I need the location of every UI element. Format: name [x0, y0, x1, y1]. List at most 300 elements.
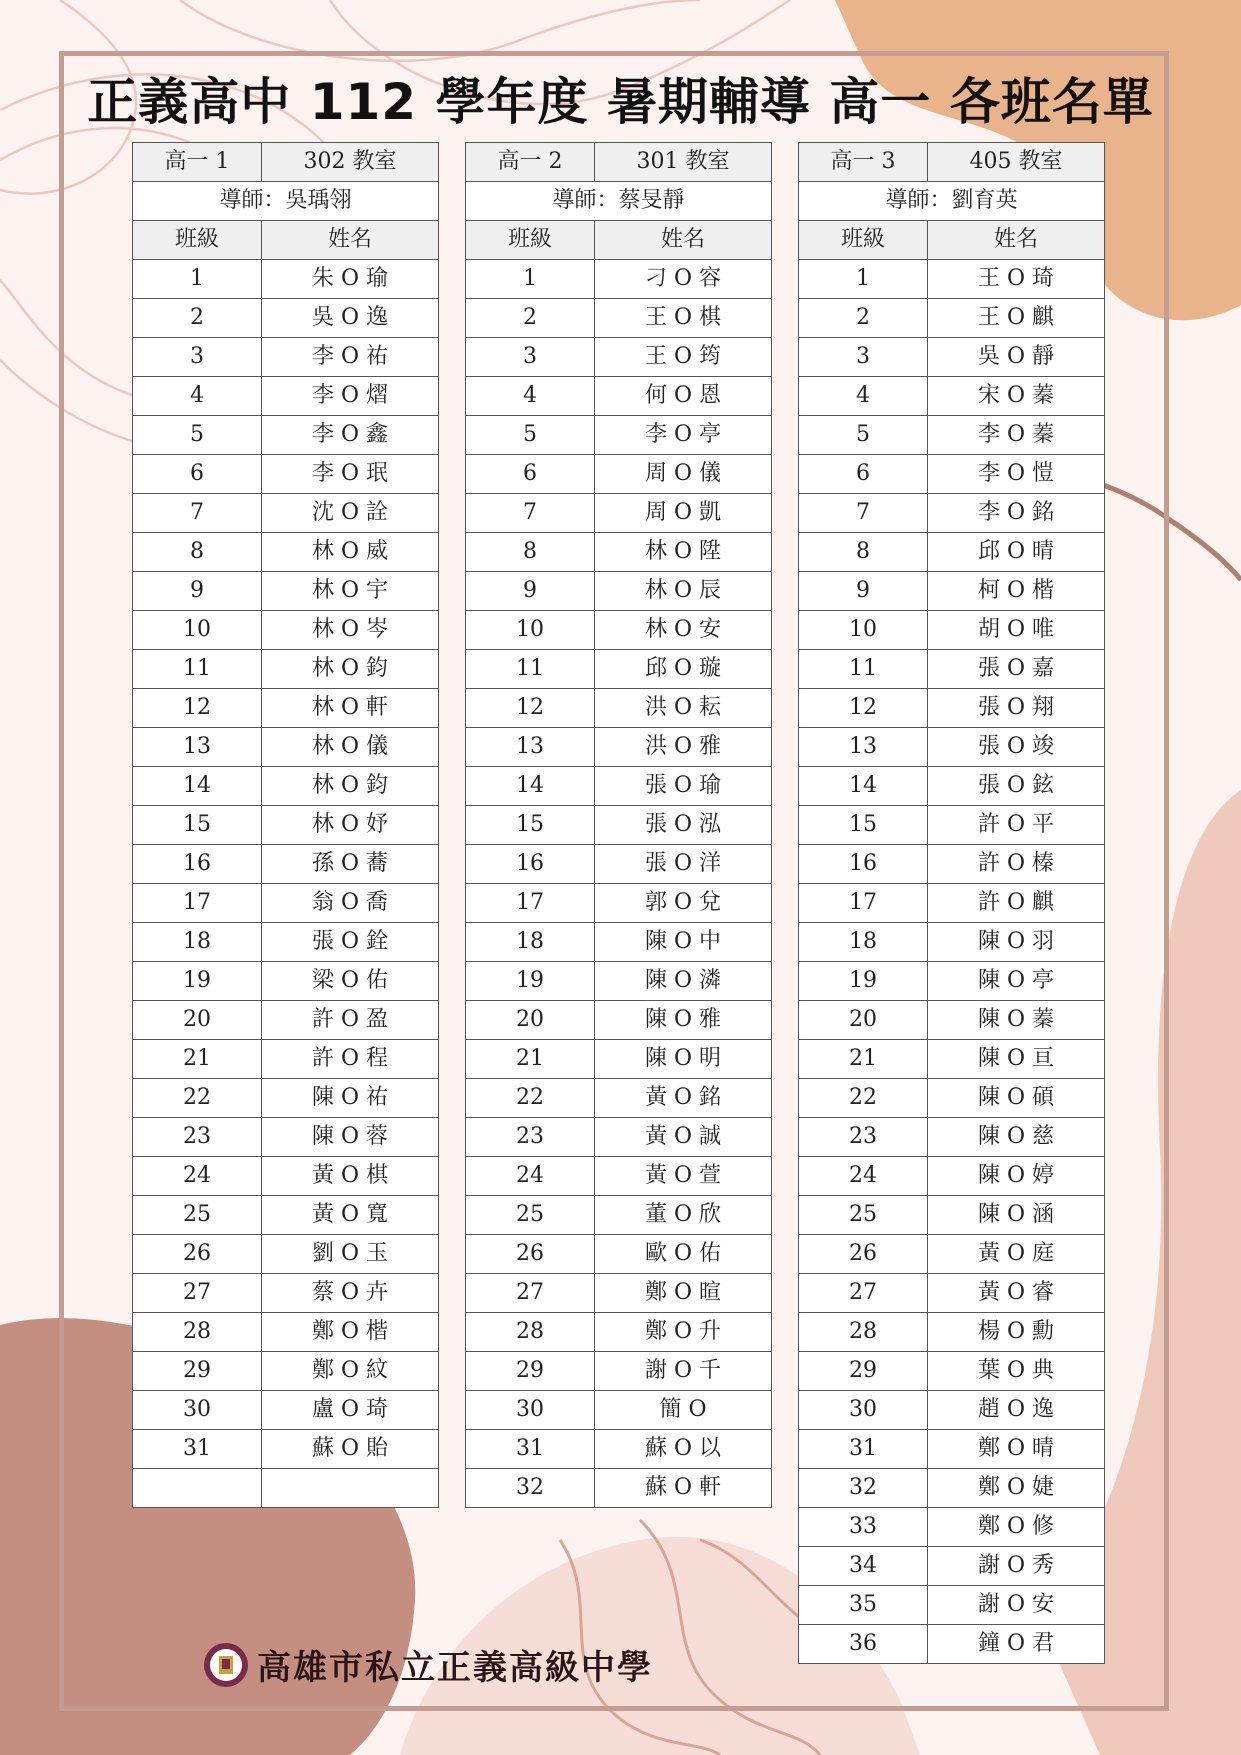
student-name: 林 O 鈞 [262, 767, 439, 806]
student-number: 10 [133, 611, 262, 650]
student-row [466, 650, 772, 689]
student-number: 10 [799, 611, 928, 650]
student-number: 25 [133, 1196, 262, 1235]
student-name: 李 O 珉 [262, 455, 439, 494]
student-row [799, 1625, 1105, 1664]
student-name: 盧 O 琦 [262, 1391, 439, 1430]
class-label: 高一 3 [799, 143, 928, 182]
student-row [466, 1469, 772, 1508]
student-name: 黃 O 誠 [595, 1118, 772, 1157]
student-number: 28 [133, 1313, 262, 1352]
student-row [799, 1586, 1105, 1625]
class-table-1 [132, 142, 439, 1508]
student-number: 25 [466, 1196, 595, 1235]
student-row [466, 962, 772, 1001]
student-name: 周 O 儀 [595, 455, 772, 494]
student-number: 12 [466, 689, 595, 728]
student-number: 24 [466, 1157, 595, 1196]
student-row [799, 728, 1105, 767]
student-name: 陳 O 蓉 [262, 1118, 439, 1157]
student-name: 朱 O 瑜 [262, 260, 439, 299]
class-header-row [133, 143, 439, 182]
student-name: 張 O 鉉 [928, 767, 1105, 806]
student-row [799, 377, 1105, 416]
student-name: 陳 O 祐 [262, 1079, 439, 1118]
student-row [799, 455, 1105, 494]
student-row [799, 1469, 1105, 1508]
student-number: 22 [799, 1079, 928, 1118]
student-number: 13 [133, 728, 262, 767]
student-number: 2 [466, 299, 595, 338]
student-name: 陳 O 羽 [928, 923, 1105, 962]
student-row [799, 1508, 1105, 1547]
student-row [466, 884, 772, 923]
class-label: 高一 2 [466, 143, 595, 182]
student-number: 11 [133, 650, 262, 689]
student-number: 21 [466, 1040, 595, 1079]
student-row [466, 377, 772, 416]
student-name: 蔡 O 卉 [262, 1274, 439, 1313]
student-name: 陳 O 潾 [595, 962, 772, 1001]
student-number: 16 [133, 845, 262, 884]
student-name: 許 O 麒 [928, 884, 1105, 923]
student-number: 6 [799, 455, 928, 494]
student-number: 6 [133, 455, 262, 494]
student-name: 陳 O 亭 [928, 962, 1105, 1001]
student-name: 陳 O 蓁 [928, 1001, 1105, 1040]
student-row [799, 767, 1105, 806]
student-row [133, 1196, 439, 1235]
student-number: 31 [133, 1430, 262, 1469]
student-number: 13 [466, 728, 595, 767]
student-number: 33 [799, 1508, 928, 1547]
student-number: 18 [466, 923, 595, 962]
student-number: 8 [133, 533, 262, 572]
student-name: 張 O 泓 [595, 806, 772, 845]
student-row [133, 884, 439, 923]
student-number: 7 [466, 494, 595, 533]
column-header-number: 班級 [799, 221, 928, 260]
student-name: 鐘 O 君 [928, 1625, 1105, 1664]
student-row [799, 260, 1105, 299]
student-number: 22 [466, 1079, 595, 1118]
student-number: 3 [133, 338, 262, 377]
class-label: 高一 1 [133, 143, 262, 182]
student-name: 黃 O 銘 [595, 1079, 772, 1118]
student-number: 15 [466, 806, 595, 845]
student-row [466, 494, 772, 533]
student-number: 18 [133, 923, 262, 962]
student-number: 14 [133, 767, 262, 806]
student-number: 30 [133, 1391, 262, 1430]
tutor-name: 導師：吳瑀翎 [133, 182, 439, 221]
student-number: 22 [133, 1079, 262, 1118]
tutor-name: 導師：劉育英 [799, 182, 1105, 221]
student-name: 李 O 鑫 [262, 416, 439, 455]
student-row [799, 962, 1105, 1001]
student-name: 鄭 O 紋 [262, 1352, 439, 1391]
tutor-row [133, 182, 439, 221]
student-name: 鄭 O 楷 [262, 1313, 439, 1352]
column-header-name: 姓名 [262, 221, 439, 260]
student-name: 謝 O 安 [928, 1586, 1105, 1625]
student-name: 李 O 亭 [595, 416, 772, 455]
student-name: 李 O 蓁 [928, 416, 1105, 455]
student-row [133, 416, 439, 455]
student-name: 鄭 O 婕 [928, 1469, 1105, 1508]
column-header-name: 姓名 [928, 221, 1105, 260]
student-number: 16 [799, 845, 928, 884]
student-number: 31 [799, 1430, 928, 1469]
student-row [799, 416, 1105, 455]
column-header-row [799, 221, 1105, 260]
student-name: 張 O 銓 [262, 923, 439, 962]
student-name: 許 O 程 [262, 1040, 439, 1079]
student-row [466, 455, 772, 494]
student-name: 林 O 辰 [595, 572, 772, 611]
student-row [133, 650, 439, 689]
student-number: 18 [799, 923, 928, 962]
student-row [466, 1274, 772, 1313]
student-name: 劉 O 玉 [262, 1235, 439, 1274]
student-row [133, 377, 439, 416]
student-row [466, 299, 772, 338]
student-name: 周 O 凱 [595, 494, 772, 533]
student-number: 31 [466, 1430, 595, 1469]
student-row [466, 1235, 772, 1274]
student-number: 29 [133, 1352, 262, 1391]
student-row [466, 416, 772, 455]
student-name: 陳 O 明 [595, 1040, 772, 1079]
student-number: 23 [466, 1118, 595, 1157]
student-row [799, 611, 1105, 650]
student-number: 12 [133, 689, 262, 728]
student-number: 7 [133, 494, 262, 533]
student-row [799, 1079, 1105, 1118]
student-number: 14 [466, 767, 595, 806]
student-name: 蘇 O 以 [595, 1430, 772, 1469]
student-row [799, 1001, 1105, 1040]
student-number: 24 [799, 1157, 928, 1196]
classroom-label: 301 教室 [595, 143, 772, 182]
student-number: 25 [799, 1196, 928, 1235]
student-number: 32 [799, 1469, 928, 1508]
column-header-number: 班級 [133, 221, 262, 260]
tutor-row [799, 182, 1105, 221]
student-name: 陳 O 涵 [928, 1196, 1105, 1235]
blank-cell [262, 1469, 439, 1508]
student-name: 趙 O 逸 [928, 1391, 1105, 1430]
student-name: 刁 O 容 [595, 260, 772, 299]
student-name: 鄭 O 升 [595, 1313, 772, 1352]
student-row [466, 767, 772, 806]
student-number: 29 [799, 1352, 928, 1391]
student-name: 李 O 祐 [262, 338, 439, 377]
student-row [133, 299, 439, 338]
student-row [133, 1157, 439, 1196]
student-name: 邱 O 璇 [595, 650, 772, 689]
student-row [466, 1079, 772, 1118]
student-number: 1 [466, 260, 595, 299]
student-number: 19 [466, 962, 595, 1001]
student-name: 蘇 O 貽 [262, 1430, 439, 1469]
student-row [133, 923, 439, 962]
student-number: 12 [799, 689, 928, 728]
student-number: 11 [799, 650, 928, 689]
student-number: 20 [133, 1001, 262, 1040]
student-number: 32 [466, 1469, 595, 1508]
student-name: 王 O 棋 [595, 299, 772, 338]
student-number: 26 [133, 1235, 262, 1274]
student-row [466, 611, 772, 650]
student-number: 6 [466, 455, 595, 494]
student-row [133, 1235, 439, 1274]
student-number: 8 [466, 533, 595, 572]
tutor-name: 導師：蔡旻靜 [466, 182, 772, 221]
student-name: 鄭 O 晴 [928, 1430, 1105, 1469]
student-name: 簡 O [595, 1391, 772, 1430]
student-number: 15 [133, 806, 262, 845]
student-number: 17 [799, 884, 928, 923]
student-row [133, 494, 439, 533]
student-name: 楊 O 勳 [928, 1313, 1105, 1352]
student-row [799, 1235, 1105, 1274]
student-number: 17 [133, 884, 262, 923]
student-row [133, 1079, 439, 1118]
student-name: 邱 O 晴 [928, 533, 1105, 572]
student-row [466, 1430, 772, 1469]
student-number: 34 [799, 1547, 928, 1586]
student-row [799, 845, 1105, 884]
column-header-name: 姓名 [595, 221, 772, 260]
student-name: 黃 O 寬 [262, 1196, 439, 1235]
student-number: 5 [133, 416, 262, 455]
student-name: 黃 O 睿 [928, 1274, 1105, 1313]
student-row [799, 1313, 1105, 1352]
student-row [466, 338, 772, 377]
student-row [466, 728, 772, 767]
page-title: 正義高中 112 學年度 暑期輔導 高一 各班名單 [87, 73, 1154, 131]
student-row [133, 1430, 439, 1469]
student-number: 5 [799, 416, 928, 455]
student-number: 27 [133, 1274, 262, 1313]
student-row [133, 1118, 439, 1157]
student-number: 15 [799, 806, 928, 845]
student-name: 董 O 欣 [595, 1196, 772, 1235]
classroom-label: 302 教室 [262, 143, 439, 182]
student-row [799, 650, 1105, 689]
student-row [466, 260, 772, 299]
class-header-row [799, 143, 1105, 182]
student-number: 5 [466, 416, 595, 455]
student-name: 王 O 筠 [595, 338, 772, 377]
student-row [133, 1274, 439, 1313]
student-name: 梁 O 佑 [262, 962, 439, 1001]
student-row [466, 1118, 772, 1157]
student-row [133, 728, 439, 767]
student-number: 17 [466, 884, 595, 923]
student-name: 孫 O 蕎 [262, 845, 439, 884]
school-name: 高雄市私立正義高級中學 [257, 1648, 653, 1688]
student-number: 23 [133, 1118, 262, 1157]
student-row [466, 1196, 772, 1235]
student-name: 洪 O 耘 [595, 689, 772, 728]
student-row [133, 260, 439, 299]
student-row [799, 1430, 1105, 1469]
student-number: 19 [799, 962, 928, 1001]
student-name: 陳 O 亘 [928, 1040, 1105, 1079]
student-name: 李 O 銘 [928, 494, 1105, 533]
student-row [133, 455, 439, 494]
student-name: 許 O 平 [928, 806, 1105, 845]
student-number: 30 [466, 1391, 595, 1430]
student-name: 柯 O 楷 [928, 572, 1105, 611]
student-name: 林 O 鈞 [262, 650, 439, 689]
student-name: 李 O 熠 [262, 377, 439, 416]
student-name: 陳 O 雅 [595, 1001, 772, 1040]
student-name: 李 O 愷 [928, 455, 1105, 494]
student-number: 21 [799, 1040, 928, 1079]
student-name: 葉 O 典 [928, 1352, 1105, 1391]
student-name: 洪 O 雅 [595, 728, 772, 767]
student-name: 林 O 軒 [262, 689, 439, 728]
student-row [133, 1001, 439, 1040]
student-name: 許 O 榛 [928, 845, 1105, 884]
student-name: 林 O 宇 [262, 572, 439, 611]
student-number: 9 [799, 572, 928, 611]
student-name: 林 O 妤 [262, 806, 439, 845]
student-number: 11 [466, 650, 595, 689]
student-name: 鄭 O 修 [928, 1508, 1105, 1547]
student-row [133, 1352, 439, 1391]
student-row [799, 1040, 1105, 1079]
student-number: 20 [466, 1001, 595, 1040]
student-number: 4 [799, 377, 928, 416]
student-row [466, 1391, 772, 1430]
student-row [466, 1040, 772, 1079]
student-name: 謝 O 千 [595, 1352, 772, 1391]
student-number: 26 [799, 1235, 928, 1274]
student-number: 21 [133, 1040, 262, 1079]
student-number: 1 [133, 260, 262, 299]
student-number: 9 [133, 572, 262, 611]
student-row [799, 494, 1105, 533]
student-row [799, 572, 1105, 611]
student-row [133, 611, 439, 650]
student-name: 林 O 安 [595, 611, 772, 650]
student-row [133, 533, 439, 572]
student-name: 張 O 瑜 [595, 767, 772, 806]
student-name: 林 O 陞 [595, 533, 772, 572]
student-number: 19 [133, 962, 262, 1001]
student-row [799, 338, 1105, 377]
student-row [133, 806, 439, 845]
student-row [799, 1547, 1105, 1586]
student-row [799, 1352, 1105, 1391]
student-row [133, 1040, 439, 1079]
student-number: 7 [799, 494, 928, 533]
student-number: 4 [133, 377, 262, 416]
class-table-2 [465, 142, 772, 1508]
student-row [799, 1118, 1105, 1157]
student-row [133, 1391, 439, 1430]
student-number: 35 [799, 1586, 928, 1625]
student-name: 陳 O 慈 [928, 1118, 1105, 1157]
student-name: 陳 O 婷 [928, 1157, 1105, 1196]
student-number: 27 [799, 1274, 928, 1313]
student-row [466, 533, 772, 572]
student-number: 3 [799, 338, 928, 377]
student-number: 3 [466, 338, 595, 377]
student-name: 沈 O 詮 [262, 494, 439, 533]
student-number: 14 [799, 767, 928, 806]
student-number: 23 [799, 1118, 928, 1157]
column-header-number: 班級 [466, 221, 595, 260]
student-name: 王 O 麒 [928, 299, 1105, 338]
student-row [799, 689, 1105, 728]
student-row [799, 806, 1105, 845]
student-number: 10 [466, 611, 595, 650]
student-name: 林 O 岑 [262, 611, 439, 650]
student-number: 20 [799, 1001, 928, 1040]
student-row [133, 338, 439, 377]
column-header-row [466, 221, 772, 260]
student-name: 陳 O 碩 [928, 1079, 1105, 1118]
student-number: 16 [466, 845, 595, 884]
tutor-row [466, 182, 772, 221]
student-name: 陳 O 中 [595, 923, 772, 962]
student-name: 黃 O 萱 [595, 1157, 772, 1196]
student-name: 林 O 儀 [262, 728, 439, 767]
student-number: 24 [133, 1157, 262, 1196]
student-name: 吳 O 逸 [262, 299, 439, 338]
student-name: 何 O 恩 [595, 377, 772, 416]
student-number: 2 [799, 299, 928, 338]
student-row [799, 1157, 1105, 1196]
blank-row [133, 1469, 439, 1508]
student-name: 宋 O 蓁 [928, 377, 1105, 416]
student-number: 1 [799, 260, 928, 299]
student-name: 謝 O 秀 [928, 1547, 1105, 1586]
student-row [799, 1196, 1105, 1235]
student-name: 張 O 竣 [928, 728, 1105, 767]
student-number: 8 [799, 533, 928, 572]
student-row [133, 767, 439, 806]
student-number: 13 [799, 728, 928, 767]
student-row [799, 299, 1105, 338]
student-number: 2 [133, 299, 262, 338]
student-row [466, 1313, 772, 1352]
student-number: 28 [799, 1313, 928, 1352]
student-row [466, 689, 772, 728]
blank-cell [133, 1469, 262, 1508]
student-number: 36 [799, 1625, 928, 1664]
student-name: 郭 O 兌 [595, 884, 772, 923]
student-row [133, 572, 439, 611]
student-name: 王 O 琦 [928, 260, 1105, 299]
student-row [799, 1274, 1105, 1313]
class-header-row [466, 143, 772, 182]
school-logo [203, 1640, 653, 1689]
student-name: 蘇 O 軒 [595, 1469, 772, 1508]
student-number: 4 [466, 377, 595, 416]
student-row [799, 1391, 1105, 1430]
student-number: 9 [466, 572, 595, 611]
student-name: 吳 O 靜 [928, 338, 1105, 377]
student-name: 林 O 威 [262, 533, 439, 572]
student-row [466, 572, 772, 611]
student-name: 胡 O 唯 [928, 611, 1105, 650]
